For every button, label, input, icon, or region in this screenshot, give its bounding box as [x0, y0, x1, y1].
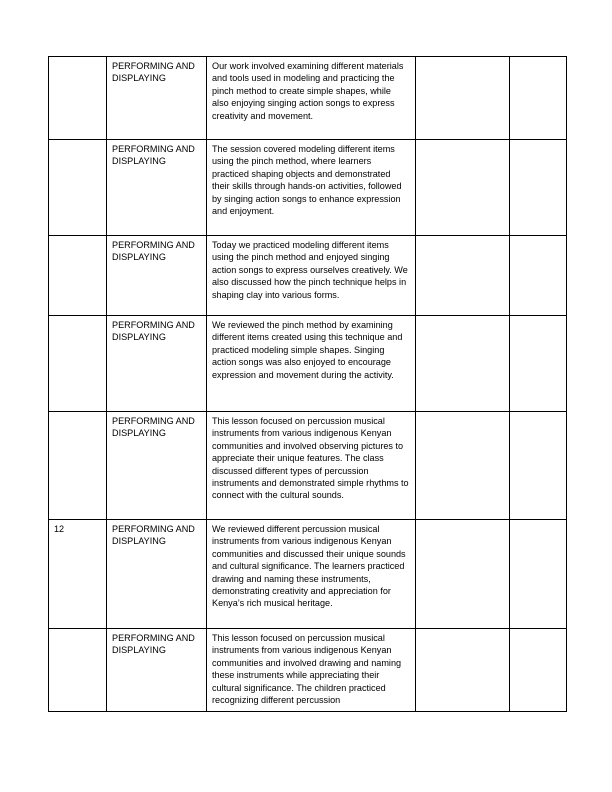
week-cell — [49, 140, 107, 236]
reflection-cell: Today we practiced modeling different items using the pinch method and enjoyed singing action songs to express ourselves creatively. We also discussed how the pinch technique helps in shaping clay into various forms. — [207, 236, 416, 316]
week-cell — [49, 629, 107, 712]
table-row — [49, 57, 567, 140]
blank-cell — [510, 520, 567, 629]
reflection-cell: We reviewed the pinch method by examining different items created using this technique and practiced modeling simple shapes. Singing action songs was also enjoyed to encourage expression and movement during the activity. — [207, 316, 416, 412]
blank-cell — [416, 236, 510, 316]
table-row — [49, 520, 567, 629]
strand-cell: PERFORMING AND DISPLAYING — [107, 629, 207, 712]
blank-cell — [416, 316, 510, 412]
week-cell — [49, 412, 107, 520]
blank-cell — [416, 629, 510, 712]
blank-cell — [416, 520, 510, 629]
week-cell: 12 — [49, 520, 107, 629]
table-row — [49, 629, 567, 712]
table-row — [49, 236, 567, 316]
reflection-cell: This lesson focused on percussion musical instruments from various indigenous Kenyan communities and involved drawing and naming these instruments while appreciating their cultural significance. The children practiced recognizing different percussion — [207, 629, 416, 712]
strand-cell: PERFORMING AND DISPLAYING — [107, 316, 207, 412]
blank-cell — [510, 57, 567, 140]
blank-cell — [510, 412, 567, 520]
reflection-cell: This lesson focused on percussion musical instruments from various indigenous Kenyan communities and involved observing pictures to appreciate their unique features. The class discussed different types of percussion instruments and demonstrated simple rhythms to connect with the cultural sounds. — [207, 412, 416, 520]
week-cell — [49, 316, 107, 412]
table-row — [49, 140, 567, 236]
table-row — [49, 316, 567, 412]
blank-cell — [510, 316, 567, 412]
strand-cell: PERFORMING AND DISPLAYING — [107, 140, 207, 236]
reflection-cell: We reviewed different percussion musical instruments from various indigenous Kenyan communities and discussed their unique sounds and cultural significance. The learners practiced drawing and naming these instruments, demonstrating creativity and appreciation for Kenya’s rich musical heritage. — [207, 520, 416, 629]
strand-cell: PERFORMING AND DISPLAYING — [107, 412, 207, 520]
strand-cell: PERFORMING AND DISPLAYING — [107, 57, 207, 140]
blank-cell — [510, 629, 567, 712]
reflection-cell: Our work involved examining different materials and tools used in modeling and practicing the pinch method to create simple shapes, while also enjoying singing action songs to express creativity and movement. — [207, 57, 416, 140]
table-row — [49, 412, 567, 520]
blank-cell — [510, 140, 567, 236]
blank-cell — [416, 140, 510, 236]
week-cell — [49, 57, 107, 140]
week-cell — [49, 236, 107, 316]
strand-cell: PERFORMING AND DISPLAYING — [107, 520, 207, 629]
strand-cell: PERFORMING AND DISPLAYING — [107, 236, 207, 316]
blank-cell — [416, 57, 510, 140]
reflection-cell: The session covered modeling different items using the pinch method, where learners practiced shaping objects and demonstrated their skills through hands-on activities, followed by singing action songs to enhance expression and enjoyment. — [207, 140, 416, 236]
blank-cell — [416, 412, 510, 520]
lesson-record-table — [48, 56, 567, 712]
blank-cell — [510, 236, 567, 316]
